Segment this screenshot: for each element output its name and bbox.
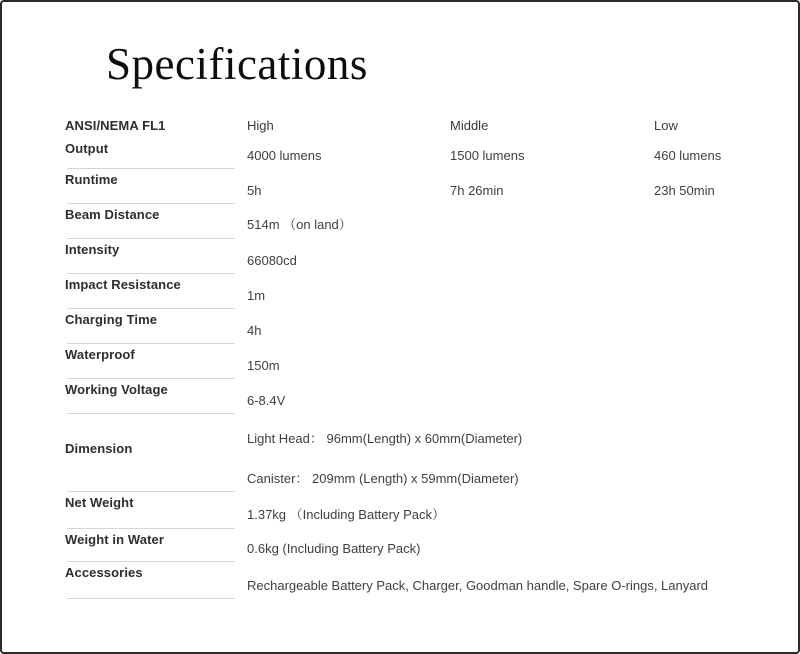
table-row-net-weight [65, 492, 762, 529]
column-header-low: Low [654, 117, 678, 133]
row-value: 5h [247, 183, 262, 198]
row-value: 150m [247, 358, 280, 373]
row-label: Output [65, 141, 109, 156]
row-value: 460 lumens [654, 148, 722, 163]
row-label: Charging Time [65, 312, 158, 327]
table-row-impact-resistance [65, 274, 762, 309]
table-row-intensity [65, 239, 762, 274]
row-label: Weight in Water [65, 532, 164, 547]
row-label: Impact Resistance [65, 277, 181, 292]
row-label: Intensity [65, 242, 120, 257]
row-label: Runtime [65, 172, 118, 187]
row-value: Canister： 209mm (Length) x 59mm(Diameter) [247, 471, 519, 486]
table-row-waterproof [65, 344, 762, 379]
table-row-working-voltage [65, 379, 762, 414]
row-value: 66080cd [247, 253, 297, 268]
row-value: 6-8.4V [247, 393, 286, 408]
spec-table [65, 112, 762, 599]
row-value: 4h [247, 323, 262, 338]
table-row-charging-time [65, 309, 762, 344]
table-row-output [65, 138, 762, 169]
row-label: Beam Distance [65, 207, 160, 222]
row-value: 7h 26min [450, 183, 504, 198]
row-label: Dimension [65, 441, 133, 456]
header-label: ANSI/NEMA FL1 [65, 117, 166, 133]
page-title: Specifications [106, 39, 368, 89]
table-header-row [65, 112, 762, 138]
row-label: Working Voltage [65, 382, 168, 397]
row-value: 514m （on land） [247, 217, 352, 232]
table-row-dimension [65, 414, 762, 492]
column-header-high: High [247, 117, 274, 133]
table-row-beam-distance [65, 204, 762, 239]
column-header-middle: Middle [450, 117, 489, 133]
table-row-runtime [65, 169, 762, 204]
row-value: 1500 lumens [450, 148, 525, 163]
row-value: 4000 lumens [247, 148, 322, 163]
divider [67, 598, 235, 599]
table-row-weight-in-water [65, 529, 762, 562]
row-label: Net Weight [65, 495, 134, 510]
row-value: 1m [247, 288, 266, 303]
row-value: 23h 50min [654, 183, 715, 198]
row-label: Waterproof [65, 347, 135, 362]
row-value: Light Head： 96mm(Length) x 60mm(Diameter) [247, 431, 523, 446]
row-value: 1.37kg （Including Battery Pack） [247, 507, 445, 522]
table-row-accessories [65, 562, 762, 599]
row-value: 0.6kg (Including Battery Pack) [247, 541, 421, 556]
row-label: Accessories [65, 565, 143, 580]
dimension-values [247, 414, 762, 492]
row-value: Rechargeable Battery Pack, Charger, Goodman handle, Spare O-rings, Lanyard [247, 578, 709, 593]
